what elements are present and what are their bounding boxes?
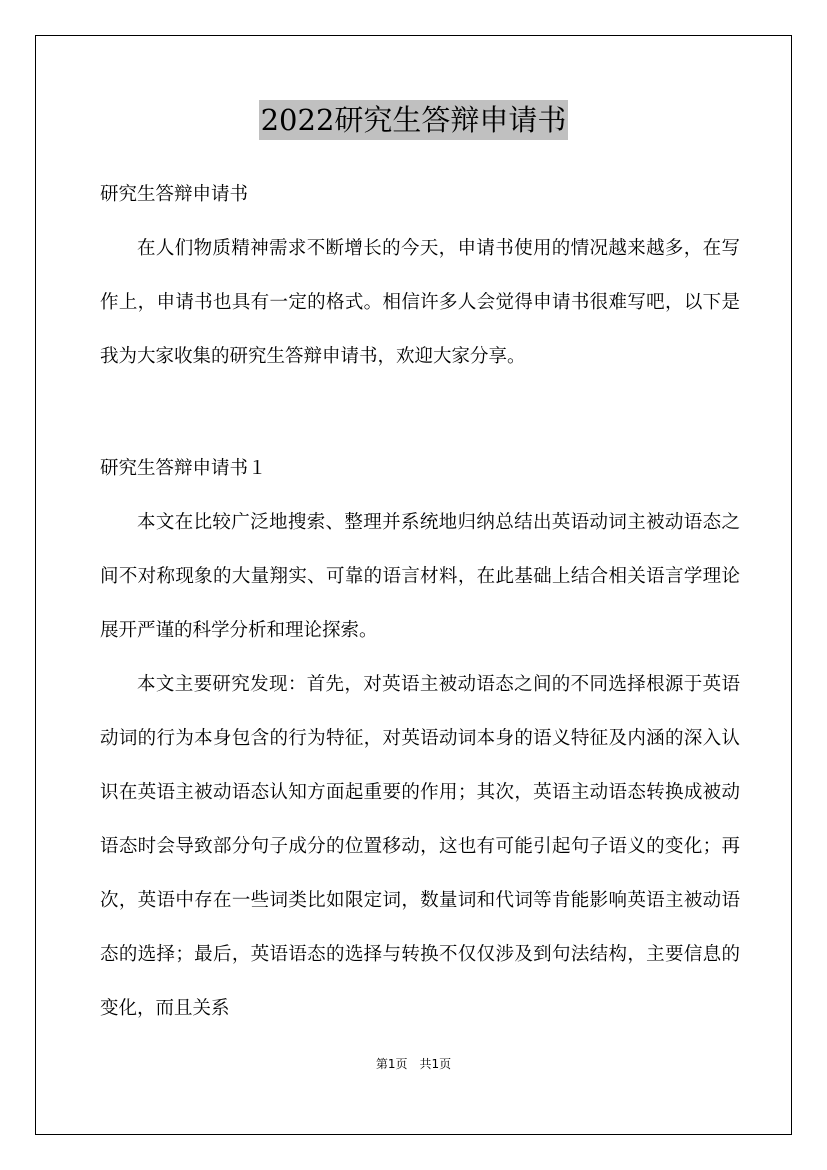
intro-paragraph: 在人们物质精神需求不断增长的今天，申请书使用的情况越来越多，在写作上，申请书也具有一定的格式。相信许多人会觉得申请书很难写吧，以下是我为大家收集的研究生答辩申请书，欢迎大家分享。 <box>100 238 740 367</box>
page-footer <box>0 1055 827 1072</box>
body-paragraph: 本文在比较广泛地搜索、整理并系统地归纳总结出英语动词主被动语态之间不对称现象的大量翔实、可靠的语言材料，在此基础上结合相关语言学理论展开严谨的科学分析和理论探索。 <box>100 512 740 641</box>
intro-heading: 研究生答辩申请书 <box>100 184 249 205</box>
document-title: 2022研究生答辩申请书 <box>259 100 569 140</box>
page-number: 第1页 共1页 <box>375 1057 452 1071</box>
document-body <box>100 168 740 1036</box>
body-paragraph: 本文主要研究发现：首先，对英语主被动语态之间的不同选择根源于英语动词的行为本身包含的行为特征，对英语动词本身的语义特征及内涵的深入认识在英语主被动语态认知方面起重要的作用；其次，英语主动语态转换成被动语态时会导致部分句子成分的位置移动，这也有可能引起句子语义的变化；再次，英语中存在一些词类比如限定词，数量词和代词等肯能影响英语主被动语态的选择；最后，英语语态的选择与转换不仅仅涉及到句法结构，主要信息的变化，而且关系 <box>100 674 740 1019</box>
title-container <box>0 100 827 140</box>
section-heading: 研究生答辩申请书１ <box>100 458 267 479</box>
